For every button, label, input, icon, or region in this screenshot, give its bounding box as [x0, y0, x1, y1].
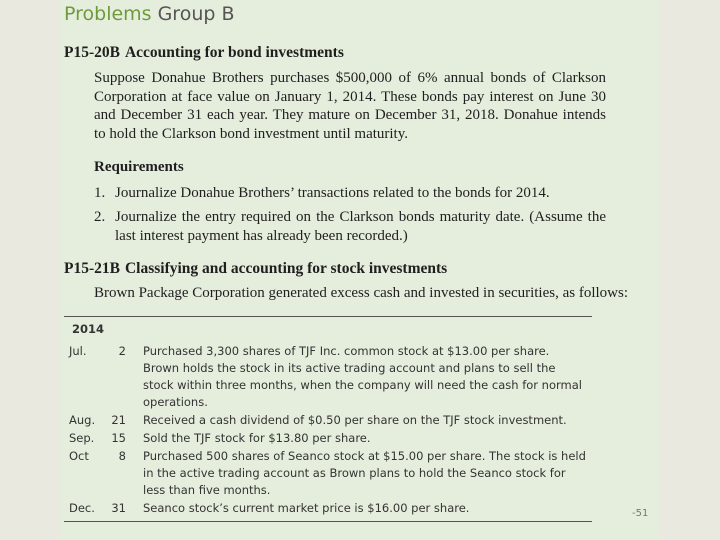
- row-month: Aug.: [69, 413, 96, 427]
- problem-2-number: P15-21B: [64, 260, 120, 277]
- problem-1-number: P15-20B: [64, 44, 120, 61]
- table-year: 2014: [72, 322, 105, 336]
- problem-1-body: Suppose Donahue Brothers purchases $500,000 of 6% annual bonds of Clarkson Corporation at face value on January 1, 2014. These bonds pay interest on June 30 and December 31 each year. They mature on December 31, 2018. Donahue intends to hold the Clarkson bond investment until maturity.: [94, 70, 606, 142]
- table-bottom-rule: [64, 521, 592, 522]
- slide-title-problems: Problems: [64, 3, 152, 25]
- slide-title-group: Group B: [157, 3, 235, 25]
- row-description: Purchased 500 shares of Seanco stock at $15.00 per share. The stock is held in the active trading account as Brown plans to hold the Seanco stock for less than five months.: [143, 449, 586, 497]
- row-description: Purchased 3,300 shares of TJF Inc. common stock at $13.00 per share. Brown holds the stock in its active trading account and plans to sell the stock within three months, when the company will need the cash for normal operations.: [143, 344, 582, 409]
- problem-2-title: Classifying and accounting for stock investments: [124, 260, 448, 277]
- requirement-2: [94, 208, 606, 245]
- row-description: Sold the TJF stock for $13.80 per share.: [143, 431, 371, 445]
- problem-1-title: Accounting for bond investments: [124, 44, 344, 61]
- table-row: [64, 430, 592, 447]
- problem-2-intro: Brown Package Corporation generated excess cash and invested in securities, as follows:: [94, 285, 629, 301]
- row-month: Oct: [69, 449, 89, 463]
- table-row: [64, 343, 592, 411]
- row-month: Jul.: [69, 344, 87, 358]
- requirement-1-text: Journalize Donahue Brothers’ transactions related to the bonds for 2014.: [115, 185, 550, 201]
- requirement-1-number: 1.: [94, 185, 106, 201]
- table-top-rule: [64, 316, 592, 317]
- page-number: -51: [632, 508, 649, 519]
- row-description: Seanco stock’s current market price is $16.00 per share.: [143, 501, 470, 515]
- row-day: 21: [111, 413, 126, 427]
- table-row: [64, 412, 592, 429]
- requirement-2-number: 2.: [94, 209, 106, 225]
- requirements-heading: Requirements: [94, 159, 184, 175]
- requirement-2-text: Journalize the entry required on the Clarkson bonds maturity date. (Assume the last interest payment has already been recorded.): [115, 209, 606, 244]
- row-day: 8: [118, 449, 126, 463]
- transactions-table: [64, 322, 592, 517]
- row-month: Dec.: [69, 501, 95, 515]
- row-day: 2: [118, 344, 126, 358]
- problem-1-heading: [64, 44, 344, 62]
- table-row: [64, 500, 592, 517]
- requirement-1: [94, 184, 606, 203]
- row-month: Sep.: [69, 431, 95, 445]
- row-day: 15: [111, 431, 126, 445]
- row-day: 31: [111, 501, 126, 515]
- row-description: Received a cash dividend of $0.50 per share on the TJF stock investment.: [143, 413, 567, 427]
- problem-2-heading: [64, 260, 447, 278]
- slide-title: [64, 3, 235, 25]
- table-row: [64, 448, 592, 499]
